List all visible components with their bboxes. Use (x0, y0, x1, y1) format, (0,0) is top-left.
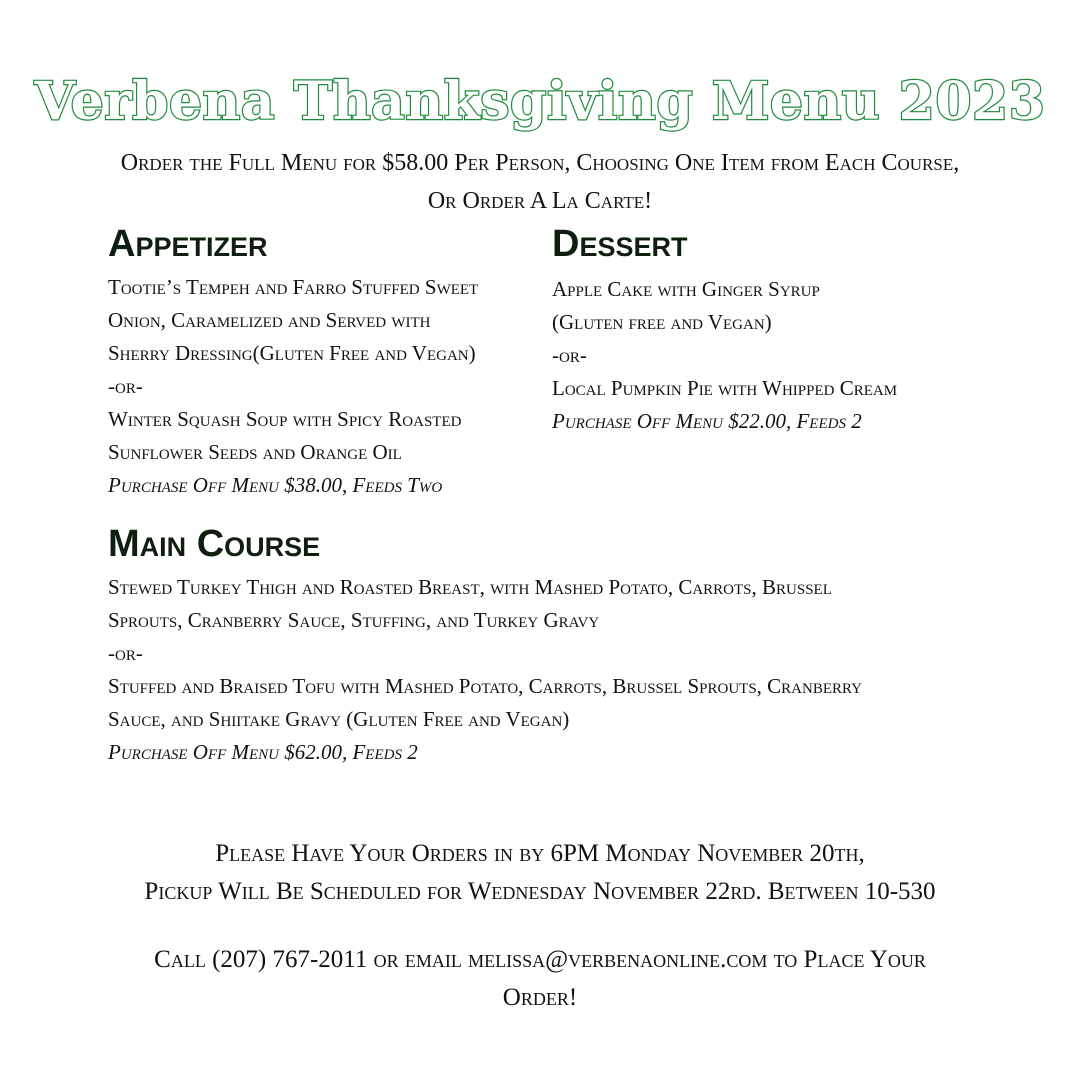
dessert-price: Purchase Off Menu $22.00, Feeds 2 (552, 409, 862, 433)
main-course-line: Sauce, and Shiitake Gravy (Gluten Free and Vegan) (108, 707, 570, 731)
dessert-line: Local Pumpkin Pie with Whipped Cream (552, 376, 898, 400)
appetizer-line: Sunflower Seeds and Orange Oil (108, 440, 402, 464)
dessert-heading: Dessert (552, 223, 688, 265)
main-course-heading: Main Course (108, 523, 321, 565)
order-deadline: Please Have Your Orders in by 6PM Monday November 20th, (215, 840, 865, 867)
dessert-line: (Gluten free and Vegan) (552, 310, 772, 334)
main-course-price: Purchase Off Menu $62.00, Feeds 2 (108, 740, 418, 764)
appetizer-or: -or- (108, 374, 143, 398)
menu-title: Verbena Thanksgiving Menu 2023 (34, 71, 1046, 132)
main-course-or: -or- (108, 641, 143, 665)
dessert-or: -or- (552, 343, 587, 367)
main-course-line: Stewed Turkey Thigh and Roasted Breast, with Mashed Potato, Carrots, Brussel (108, 575, 832, 599)
appetizer-heading: Appetizer (108, 223, 268, 265)
main-course-line: Sprouts, Cranberry Sauce, Stuffing, and Turkey Gravy (108, 608, 600, 632)
pickup-schedule: Pickup Will Be Scheduled for Wednesday November 22rd. Between 10-530 (144, 878, 936, 905)
appetizer-line: Sherry Dressing(Gluten Free and Vegan) (108, 341, 476, 365)
appetizer-line: Winter Squash Soup with Spicy Roasted (108, 407, 462, 431)
appetizer-line: Tootie’s Tempeh and Farro Stuffed Sweet (108, 275, 479, 299)
contact-info: Call (207) 767-2011 or email melissa@verbenaonline.com to Place Your (154, 946, 926, 973)
appetizer-line: Onion, Caramelized and Served with (108, 308, 431, 332)
appetizer-price: Purchase Off Menu $38.00, Feeds Two (108, 473, 443, 497)
dessert-line: Apple Cake with Ginger Syrup (552, 277, 820, 301)
subtitle-line-1: Order the Full Menu for $58.00 Per Person, Choosing One Item from Each Course, (120, 150, 960, 176)
main-course-line: Stuffed and Braised Tofu with Mashed Potato, Carrots, Brussel Sprouts, Cranberry (108, 674, 863, 698)
subtitle-line-2: Or Order A La Carte! (427, 188, 653, 214)
contact-info-end: Order! (502, 984, 578, 1011)
